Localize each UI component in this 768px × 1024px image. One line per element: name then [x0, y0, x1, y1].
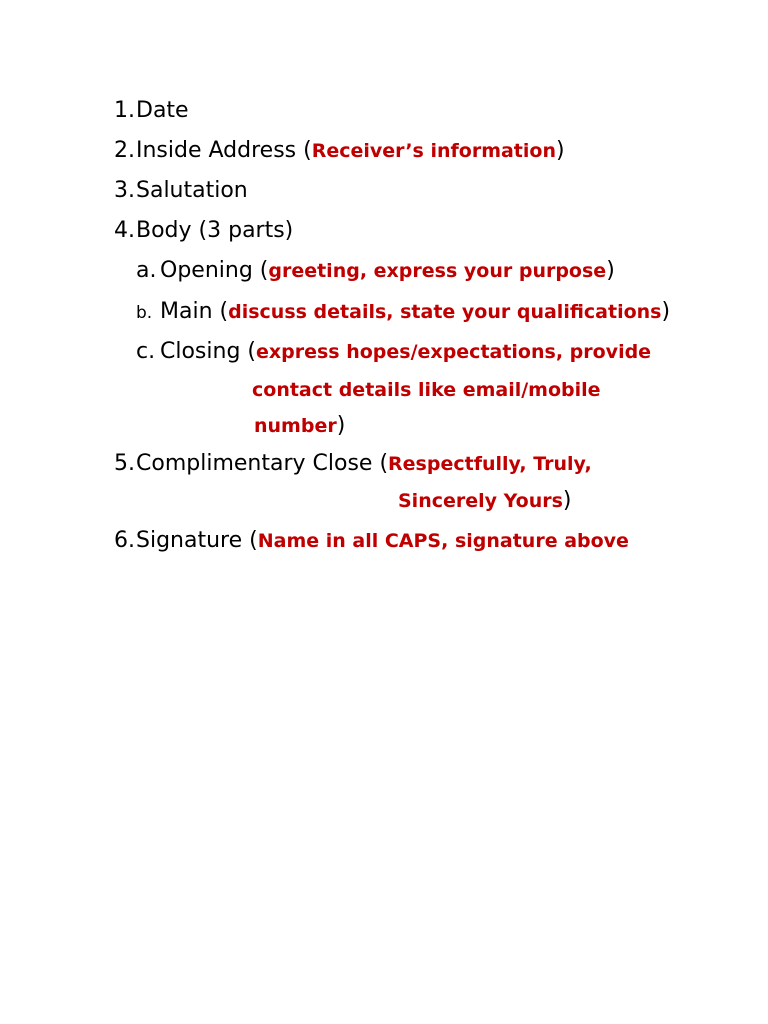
sub-item-opening: [136, 257, 615, 285]
item-note: Respectfully, Truly,: [388, 453, 592, 475]
paren-open: (: [240, 339, 256, 364]
item-number: 5.: [114, 451, 135, 476]
item-label: Body (3 parts): [136, 218, 294, 243]
paren-open: (: [296, 138, 312, 163]
item-note-end: Sincerely Yours: [398, 490, 563, 512]
sub-item-letter: b.: [136, 303, 153, 323]
paren-open: (: [252, 258, 269, 283]
item-label: Signature: [136, 528, 243, 553]
paren-open: (: [212, 299, 229, 324]
list-item-inside-address: [114, 137, 565, 165]
item-label: Salutation: [136, 178, 248, 203]
item-number: 4.: [114, 218, 135, 243]
item-label: Inside Address: [136, 138, 297, 163]
paren-close: ): [661, 299, 671, 324]
item-number: 2.: [114, 138, 135, 163]
paren-close: ): [606, 258, 615, 283]
sub-item-label: Main: [160, 299, 213, 324]
sub-item-main: [136, 298, 670, 327]
item-note-continued: [398, 487, 572, 515]
sub-item-note-end: number: [254, 415, 337, 437]
item-number: 6.: [114, 528, 135, 553]
list-item-body: [114, 217, 293, 245]
sub-item-label: Closing: [160, 339, 241, 364]
paren-close: ): [336, 413, 346, 438]
paren-open: (: [372, 451, 389, 476]
list-item-complimentary-close: [114, 450, 592, 478]
sub-item-letter: c.: [136, 339, 156, 364]
sub-item-note: express hopes/expectations, provide: [256, 341, 652, 363]
list-item-salutation: [114, 177, 248, 205]
sub-item-letter: a.: [136, 258, 157, 283]
paren-close: ): [556, 138, 565, 163]
paren-close: ): [562, 488, 572, 513]
sub-item-closing: [136, 338, 651, 366]
item-note: Receiver’s information: [311, 140, 556, 162]
sub-item-note: discuss details, state your qualifications: [228, 301, 662, 323]
sub-item-label: Opening: [160, 258, 253, 283]
item-label: Date: [136, 98, 189, 123]
item-number: 1.: [114, 98, 135, 123]
item-note: Name in all CAPS, signature above: [257, 530, 629, 552]
sub-item-note-continued: [254, 412, 345, 440]
paren-open: (: [242, 528, 258, 553]
sub-item-note-continued: contact details like email/mobile: [252, 379, 601, 401]
item-number: 3.: [114, 178, 135, 203]
list-item-signature: [114, 527, 629, 555]
list-item-date: [114, 97, 189, 125]
sub-item-note: greeting, express your purpose: [268, 260, 607, 282]
item-label: Complimentary Close: [136, 451, 373, 476]
